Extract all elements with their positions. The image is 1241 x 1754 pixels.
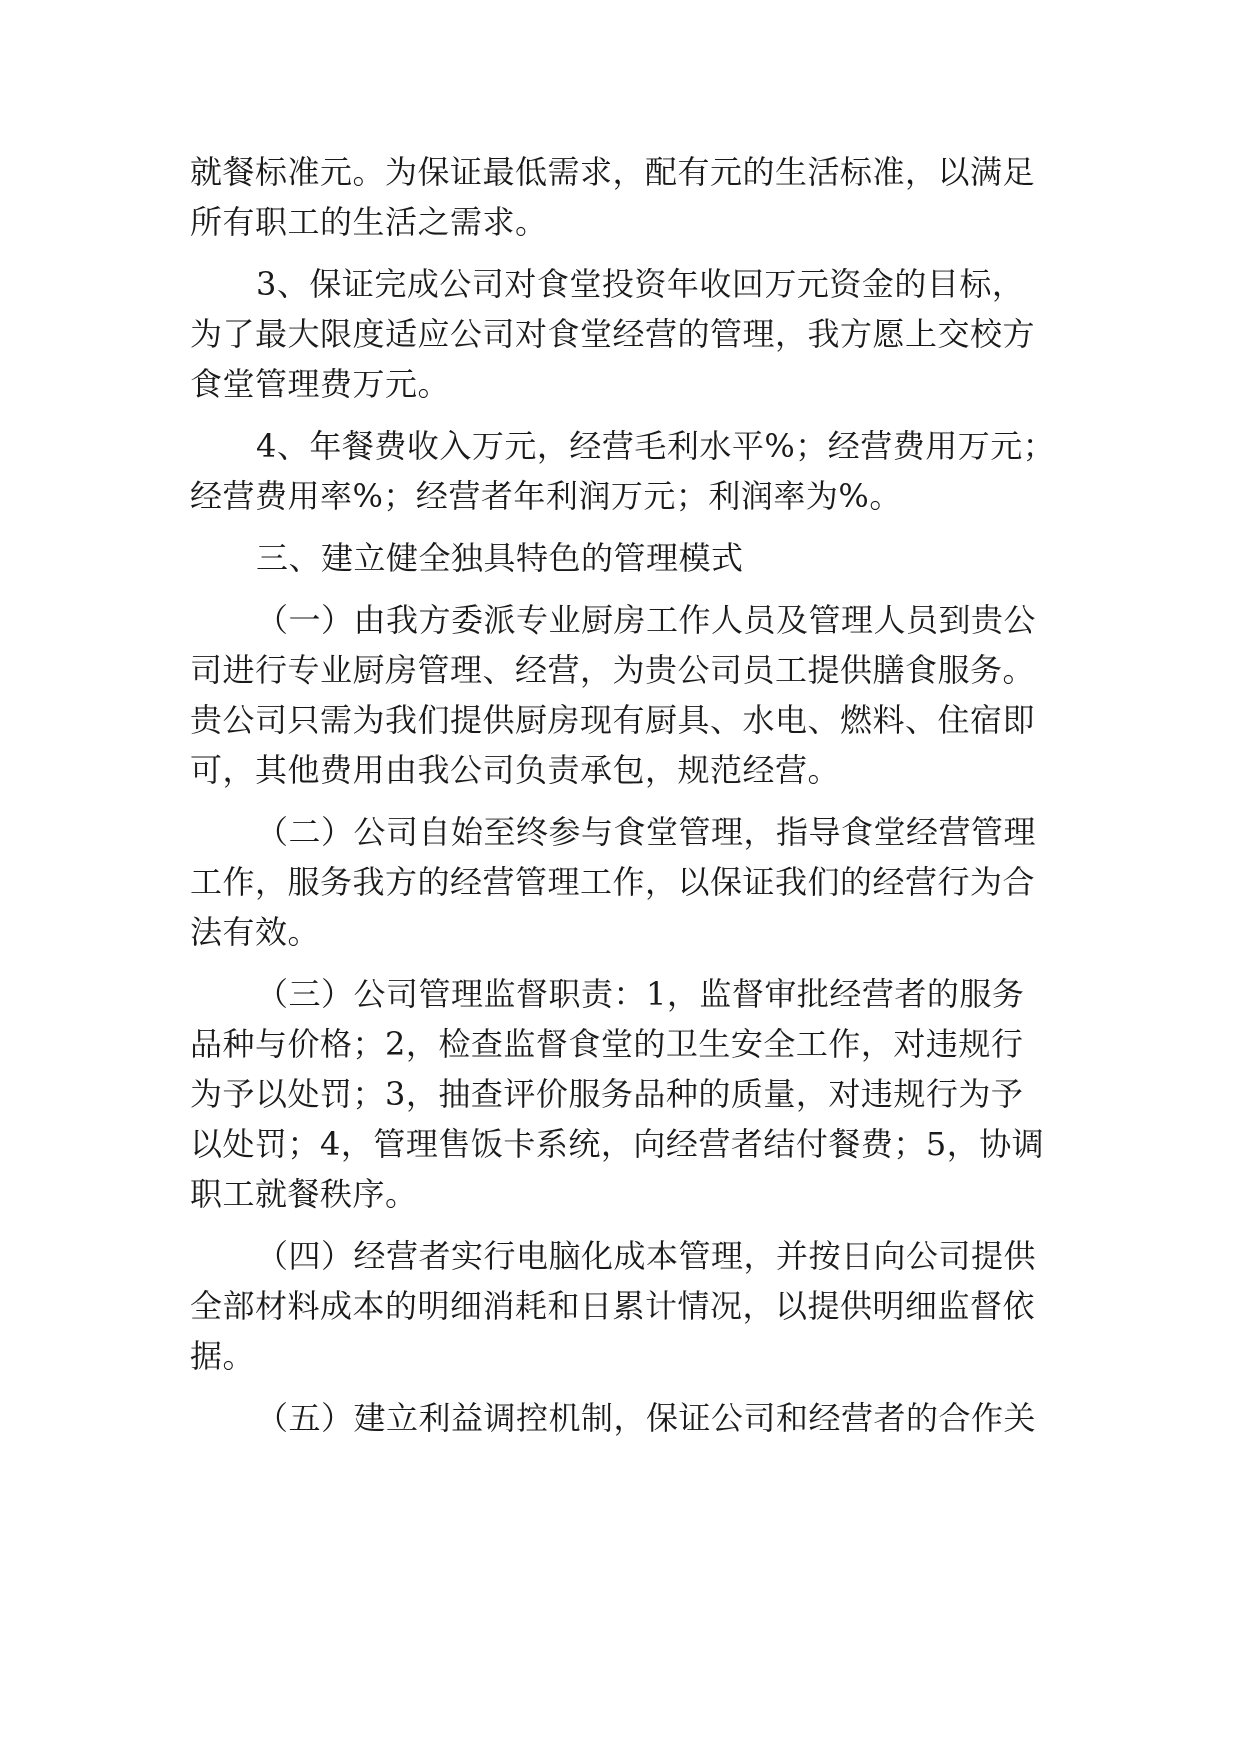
text-line: （三）公司管理监督职责：1，监督审批经营者的服务	[256, 975, 1025, 1013]
text-line: 可，其他费用由我公司负责承包，规范经营。	[190, 751, 841, 789]
text-line: （二）公司自始至终参与食堂管理，指导食堂经营管理	[256, 813, 1037, 851]
section-heading: 三、建立健全独具特色的管理模式	[256, 539, 744, 577]
text-line: 为了最大限度适应公司对食堂经营的管理，我方愿上交校方	[190, 315, 1036, 353]
text-line: （一）由我方委派专业厨房工作人员及管理人员到贵公	[256, 601, 1037, 639]
text-line: 法有效。	[190, 913, 321, 951]
text-line: 4、年餐费收入万元，经营毛利水平%；经营费用万元；	[256, 427, 1056, 465]
text-line: 就餐标准元。为保证最低需求，配有元的生活标准，以满足	[190, 153, 1036, 191]
text-line: 司进行专业厨房管理、经营，为贵公司员工提供膳食服务。	[190, 651, 1036, 689]
text-line: 职工就餐秩序。	[190, 1175, 418, 1213]
text-line: 据。	[190, 1337, 256, 1375]
text-line: 以处罚；4，管理售饭卡系统，向经营者结付餐费；5，协调	[190, 1125, 1045, 1163]
text-line: 全部材料成本的明细消耗和日累计情况，以提供明细监督依	[190, 1287, 1036, 1325]
text-line: 为予以处罚；3，抽查评价服务品种的质量，对违规行为予	[190, 1075, 1024, 1113]
text-line: （五）建立利益调控机制，保证公司和经营者的合作关	[256, 1399, 1037, 1437]
text-line: 经营费用率%；经营者年利润万元；利润率为%。	[190, 477, 902, 515]
text-line: 所有职工的生活之需求。	[190, 203, 548, 241]
text-line: 食堂管理费万元。	[190, 365, 451, 403]
text-line: 3、保证完成公司对食堂投资年收回万元资金的目标，	[256, 265, 1025, 303]
text-line: 品种与价格；2，检查监督食堂的卫生安全工作，对违规行	[190, 1025, 1024, 1063]
text-line: 贵公司只需为我们提供厨房现有厨具、水电、燃料、住宿即	[190, 701, 1036, 739]
text-line: （四）经营者实行电脑化成本管理，并按日向公司提供	[256, 1237, 1037, 1275]
text-line: 工作，服务我方的经营管理工作，以保证我们的经营行为合	[190, 863, 1036, 901]
